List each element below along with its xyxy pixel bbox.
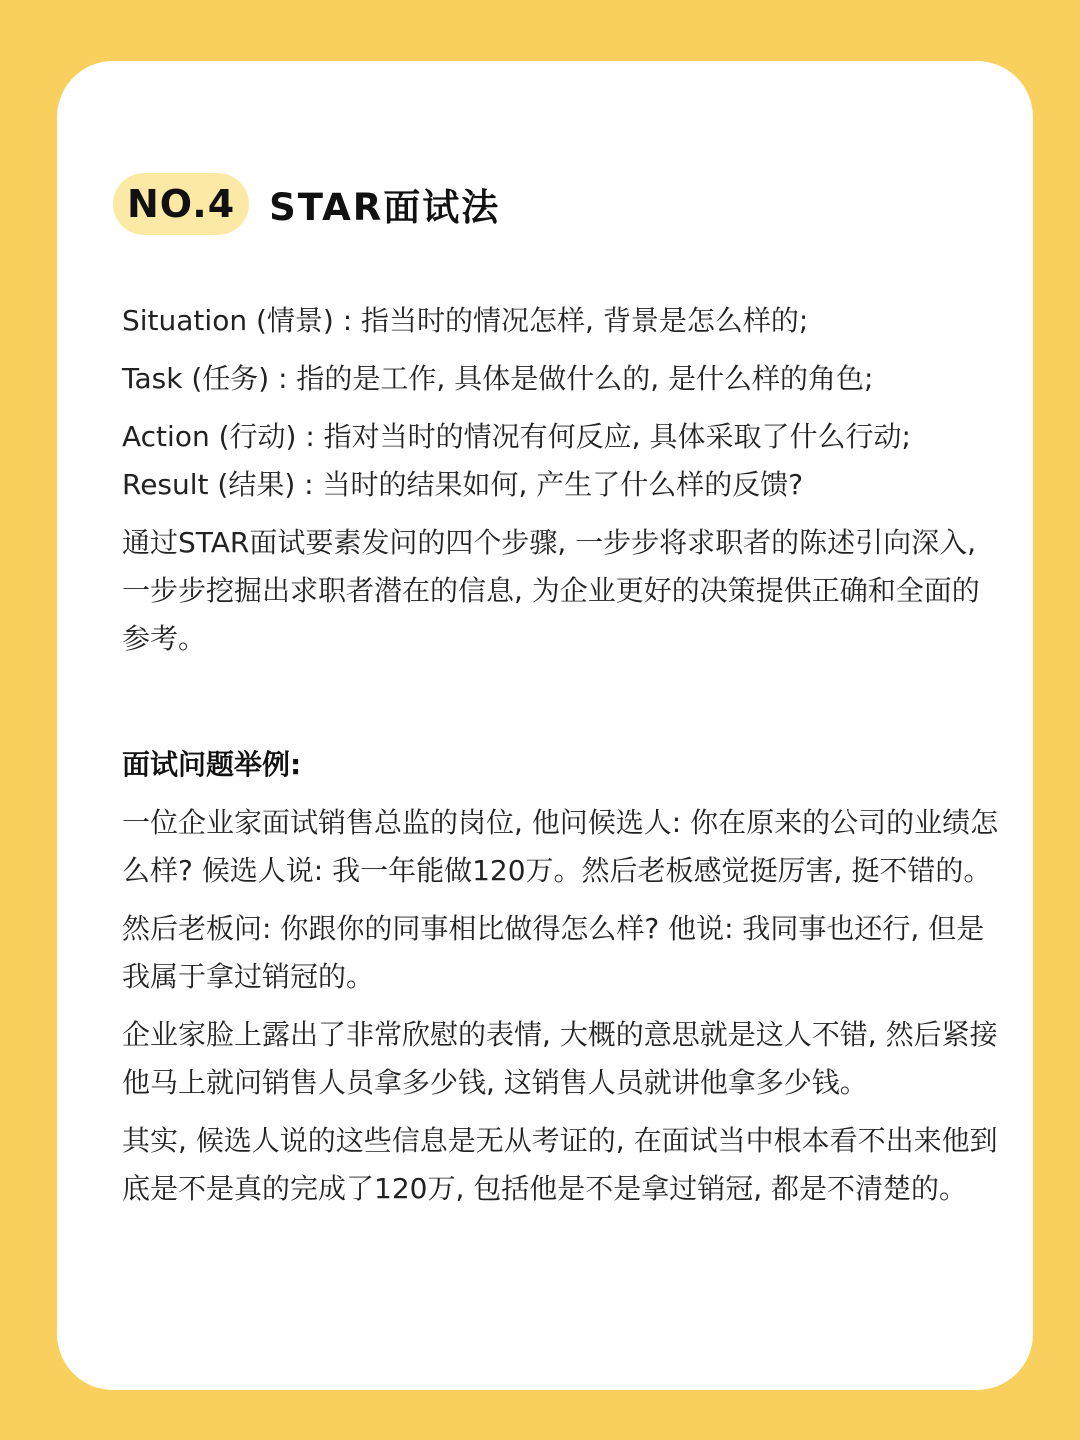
number-badge: NO.4 (113, 173, 249, 235)
section-title: STAR面试法 (269, 186, 501, 229)
section-heading (113, 173, 500, 235)
content-card (57, 61, 1033, 1390)
article-body (122, 297, 1007, 1213)
star-item-result: Result (结果) : 当时的结果如何, 产生了什么样的反馈? (122, 468, 804, 501)
example-paragraph: 然后老板问: 你跟你的同事相比做得怎么样? 他说: 我同事也还行, 但是我属于拿过销冠的。 (122, 912, 985, 993)
example-paragraph: 其实, 候选人说的这些信息是无从考证的, 在面试当中根本看不出来他到底是不是真的完成了120万, 包括他是不是拿过销冠, 都是不清楚的。 (122, 1124, 998, 1205)
star-item-action: Action (行动) : 指对当时的情况有何反应, 具体采取了什么行动; (122, 420, 911, 453)
star-item-situation: Situation (情景) : 指当时的情况怎样, 背景是怎么样的; (122, 304, 809, 337)
example-heading: 面试问题举例: (122, 748, 302, 781)
summary-paragraph: 通过STAR面试要素发问的四个步骤, 一步步将求职者的陈述引向深入, 一步步挖掘出求职者潜在的信息, 为企业更好的决策提供正确和全面的参考。 (122, 526, 980, 655)
star-item-task: Task (任务) : 指的是工作, 具体是做什么的, 是什么样的角色; (122, 362, 874, 395)
example-paragraph: 一位企业家面试销售总监的岗位, 他问候选人: 你在原来的公司的业绩怎么样? 候选人说: 我一年能做120万。然后老板感觉挺厉害, 挺不错的。 (122, 806, 999, 887)
example-paragraph: 企业家脸上露出了非常欣慰的表情, 大概的意思就是这人不错, 然后紧接他马上就问销售人员拿多少钱, 这销售人员就讲他拿多少钱。 (122, 1018, 998, 1099)
